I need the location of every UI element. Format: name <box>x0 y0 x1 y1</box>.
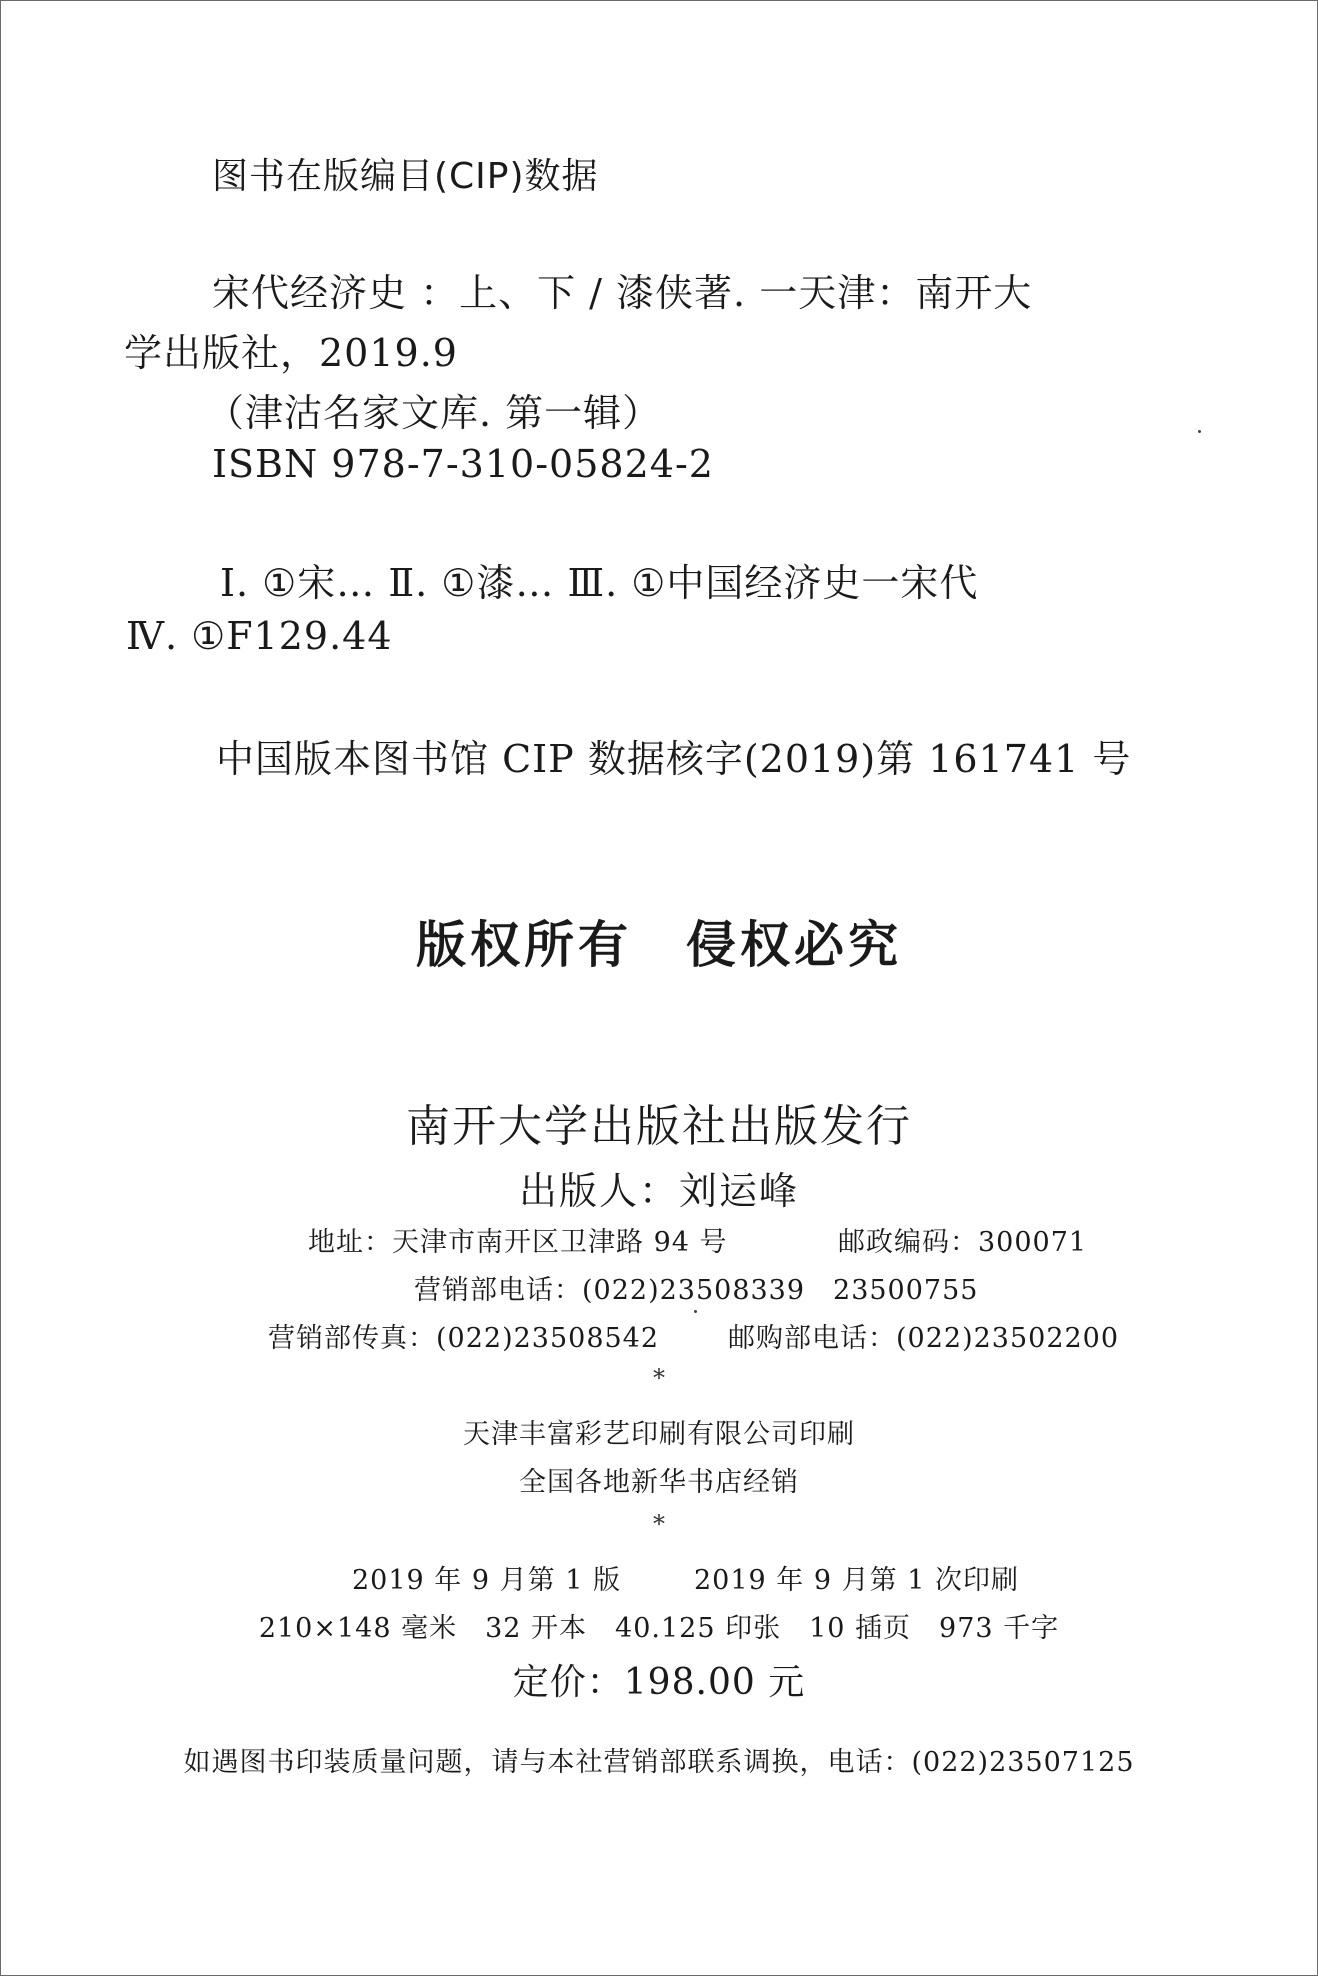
mail-order-phone: 邮购部电话：(022)23502200 <box>728 1323 1120 1354</box>
edition: 2019 年 9 月第 1 版 <box>352 1565 621 1596</box>
sales-phone: 营销部电话：(022)23508339 23500755 <box>414 1275 979 1306</box>
seller: 全国各地新华书店经销 <box>519 1467 799 1498</box>
cip-isbn: ISBN 978-7-310-05824-2 <box>212 442 714 486</box>
cip-number: 中国版本图书馆 CIP 数据核字(2019)第 161741 号 <box>216 737 1132 781</box>
cip-series: （津沽名家文库. 第一辑） <box>206 391 662 435</box>
publisher: 出版人：刘运峰 <box>518 1169 799 1213</box>
postal-code: 邮政编码：300071 <box>838 1227 1088 1258</box>
speck-mark <box>694 1310 697 1313</box>
printing: 2019 年 9 月第 1 次印刷 <box>694 1565 1019 1596</box>
speck-mark <box>1198 430 1201 433</box>
cip-subjects-line-1: Ⅰ. ①宋… Ⅱ. ①漆… Ⅲ. ①中国经济史一宋代 <box>220 561 979 605</box>
price: 定价：198.00 元 <box>512 1662 806 1703</box>
separator-2: * <box>653 1510 665 1538</box>
copyright-notice: 版权所有 侵权必究 <box>416 916 902 974</box>
cip-heading: 图书在版编目(CIP)数据 <box>212 156 599 197</box>
cip-title-line-2: 学出版社，2019.9 <box>124 331 458 375</box>
separator-1: * <box>653 1364 665 1392</box>
cip-title-line-1: 宋代经济史 ：上、下 / 漆侠著. 一天津：南开大 <box>212 271 1033 315</box>
quality-notice: 如遇图书印装质量问题，请与本社营销部联系调换，电话：(022)23507125 <box>183 1747 1135 1778</box>
sales-fax: 营销部传真：(022)23508542 <box>268 1323 660 1354</box>
distributor: 南开大学出版社出版发行 <box>406 1101 912 1152</box>
cip-subjects-line-2: Ⅳ. ①F129.44 <box>126 614 393 658</box>
address: 地址：天津市南开区卫津路 94 号 <box>308 1227 728 1258</box>
specs: 210×148 毫米 32 开本 40.125 印张 10 插页 973 千字 <box>258 1613 1060 1644</box>
printer: 天津丰富彩艺印刷有限公司印刷 <box>463 1419 855 1450</box>
